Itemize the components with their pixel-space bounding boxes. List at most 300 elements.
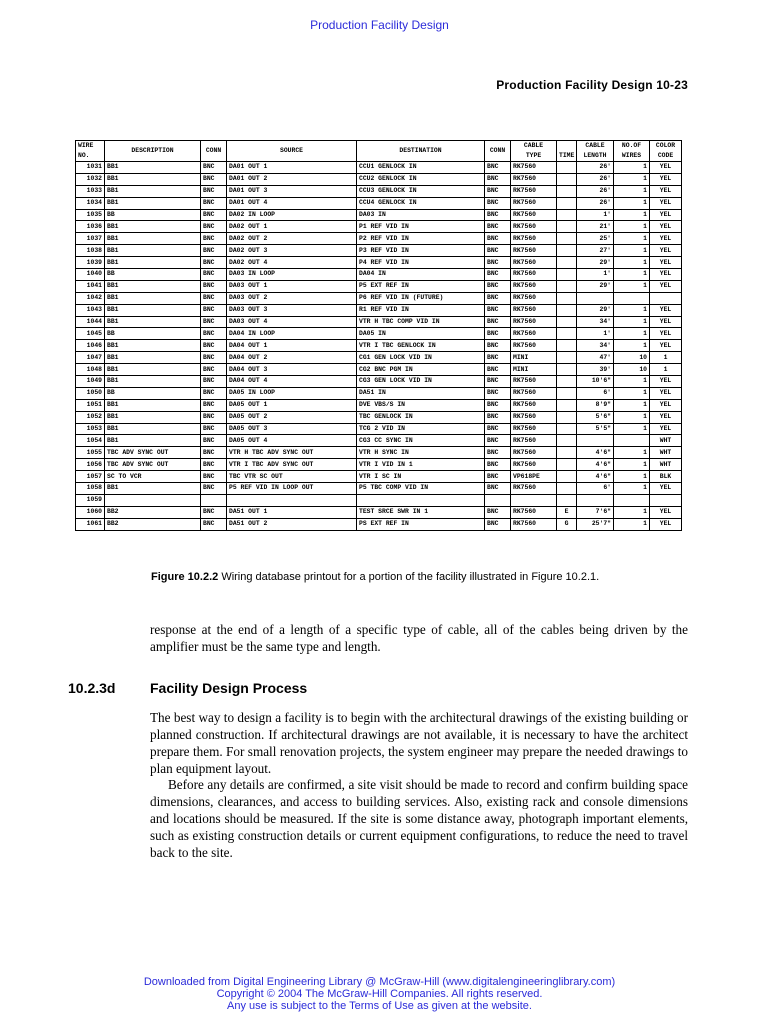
table-row bbox=[76, 257, 682, 269]
cell-source: DA02 OUT 2 bbox=[227, 233, 357, 245]
cell-description: BB1 bbox=[105, 257, 201, 269]
header-time: TIME bbox=[557, 141, 577, 162]
cell-conn2: BNC bbox=[485, 518, 511, 530]
cell-conn: BNC bbox=[201, 245, 227, 257]
table-row bbox=[76, 233, 682, 245]
cell-time bbox=[557, 364, 577, 376]
cell-cable-length: 26' bbox=[577, 173, 614, 185]
figure-label: Figure 10.2.2 bbox=[151, 571, 219, 583]
cell-conn: BNC bbox=[201, 506, 227, 518]
cell-color-code: YEL bbox=[650, 233, 682, 245]
cell-no-of-wires: 1 bbox=[614, 257, 650, 269]
footer-terms-link[interactable]: Any use is subject to the Terms of Use as given at the website. bbox=[227, 1000, 532, 1012]
cell-wire-no: 1056 bbox=[76, 459, 105, 471]
cell-color-code: YEL bbox=[650, 376, 682, 388]
cell-cable-length bbox=[577, 494, 614, 506]
table-row bbox=[76, 506, 682, 518]
cell-color-code bbox=[650, 292, 682, 304]
cell-color-code: YEL bbox=[650, 387, 682, 399]
header-source: SOURCE bbox=[227, 141, 357, 162]
table-row bbox=[76, 518, 682, 530]
cell-time bbox=[557, 304, 577, 316]
cell-conn2: BNC bbox=[485, 340, 511, 352]
cell-no-of-wires: 1 bbox=[614, 233, 650, 245]
table-row bbox=[76, 292, 682, 304]
running-head: Production Facility Design 10-23 bbox=[496, 78, 688, 92]
cell-color-code: YEL bbox=[650, 483, 682, 495]
cell-wire-no: 1045 bbox=[76, 328, 105, 340]
cell-color-code: YEL bbox=[650, 173, 682, 185]
cell-destination: VTR I SC IN bbox=[357, 471, 485, 483]
table-row bbox=[76, 245, 682, 257]
cell-time bbox=[557, 471, 577, 483]
cell-conn2: BNC bbox=[485, 304, 511, 316]
cell-conn2: BNC bbox=[485, 459, 511, 471]
cell-description: BB1 bbox=[105, 197, 201, 209]
cell-wire-no: 1043 bbox=[76, 304, 105, 316]
cell-no-of-wires: 1 bbox=[614, 162, 650, 174]
cell-cable-type: RK7560 bbox=[511, 316, 557, 328]
table-row bbox=[76, 494, 682, 506]
cell-destination: CCU1 GENLOCK IN bbox=[357, 162, 485, 174]
cell-cable-length: 29' bbox=[577, 304, 614, 316]
cell-conn: BNC bbox=[201, 209, 227, 221]
table-row bbox=[76, 221, 682, 233]
cell-conn: BNC bbox=[201, 411, 227, 423]
cell-wire-no: 1053 bbox=[76, 423, 105, 435]
cell-source: DA51 OUT 2 bbox=[227, 518, 357, 530]
cell-cable-type: RK7560 bbox=[511, 221, 557, 233]
cell-conn2: BNC bbox=[485, 197, 511, 209]
cell-destination: DA05 IN bbox=[357, 328, 485, 340]
cell-source: DA03 IN LOOP bbox=[227, 269, 357, 281]
cell-cable-type bbox=[511, 494, 557, 506]
cell-destination: P4 REF VID IN bbox=[357, 257, 485, 269]
cell-destination: CG3 CC SYNC IN bbox=[357, 435, 485, 447]
table-row bbox=[76, 352, 682, 364]
cell-conn: BNC bbox=[201, 352, 227, 364]
cell-conn: BNC bbox=[201, 459, 227, 471]
cell-cable-length: 34' bbox=[577, 340, 614, 352]
footer-download-link[interactable]: Downloaded from Digital Engineering Library @ McGraw-Hill (www.digitalengineeringlibrary.com) bbox=[143, 976, 616, 988]
section-number: 10.2.3d bbox=[68, 680, 116, 696]
table-row bbox=[76, 411, 682, 423]
cell-conn: BNC bbox=[201, 280, 227, 292]
cell-source: DA04 OUT 2 bbox=[227, 352, 357, 364]
cell-description: TBC ADV SYNC OUT bbox=[105, 447, 201, 459]
cell-destination: DA04 IN bbox=[357, 269, 485, 281]
cell-time bbox=[557, 352, 577, 364]
cell-conn2: BNC bbox=[485, 506, 511, 518]
cell-description: TBC ADV SYNC OUT bbox=[105, 459, 201, 471]
cell-destination: DA51 IN bbox=[357, 387, 485, 399]
cell-source: DA01 OUT 1 bbox=[227, 162, 357, 174]
cell-cable-type: RK7560 bbox=[511, 197, 557, 209]
cell-cable-type: RK7560 bbox=[511, 411, 557, 423]
cell-source: DA05 OUT 1 bbox=[227, 399, 357, 411]
cell-description: BB1 bbox=[105, 352, 201, 364]
cell-wire-no: 1049 bbox=[76, 376, 105, 388]
cell-color-code: YEL bbox=[650, 280, 682, 292]
cell-destination: P5 EXT REF IN bbox=[357, 280, 485, 292]
cell-conn: BNC bbox=[201, 185, 227, 197]
cell-cable-length: 4'6" bbox=[577, 471, 614, 483]
cell-wire-no: 1060 bbox=[76, 506, 105, 518]
cell-destination: R1 REF VID IN bbox=[357, 304, 485, 316]
cell-wire-no: 1041 bbox=[76, 280, 105, 292]
cell-conn2: BNC bbox=[485, 471, 511, 483]
cell-cable-type: MINI bbox=[511, 352, 557, 364]
cell-cable-length: 25' bbox=[577, 233, 614, 245]
cell-cable-length: 6' bbox=[577, 387, 614, 399]
cell-cable-type: RK7560 bbox=[511, 506, 557, 518]
cell-description: SC TO VCR bbox=[105, 471, 201, 483]
cell-source: P5 REF VID IN LOOP OUT bbox=[227, 483, 357, 495]
cell-source: DA51 OUT 1 bbox=[227, 506, 357, 518]
cell-source: DA02 IN LOOP bbox=[227, 209, 357, 221]
footer-copyright: Copyright © 2004 The McGraw-Hill Companies. All rights reserved. bbox=[216, 988, 543, 1000]
cell-wire-no: 1035 bbox=[76, 209, 105, 221]
cell-wire-no: 1061 bbox=[76, 518, 105, 530]
cell-description: BB1 bbox=[105, 435, 201, 447]
cell-color-code: BLK bbox=[650, 471, 682, 483]
cell-color-code: YEL bbox=[650, 221, 682, 233]
cell-destination: P6 REF VID IN (FUTURE) bbox=[357, 292, 485, 304]
cell-color-code: YEL bbox=[650, 328, 682, 340]
cell-source: VTR H TBC ADV SYNC OUT bbox=[227, 447, 357, 459]
cell-conn2: BNC bbox=[485, 316, 511, 328]
table-row bbox=[76, 471, 682, 483]
cell-cable-length: 10'6" bbox=[577, 376, 614, 388]
cell-no-of-wires: 1 bbox=[614, 399, 650, 411]
cell-wire-no: 1048 bbox=[76, 364, 105, 376]
cell-no-of-wires: 1 bbox=[614, 304, 650, 316]
cell-wire-no: 1044 bbox=[76, 316, 105, 328]
cell-conn2: BNC bbox=[485, 257, 511, 269]
cell-description: BB1 bbox=[105, 280, 201, 292]
header-conn: CONN bbox=[201, 141, 227, 162]
cell-no-of-wires: 1 bbox=[614, 269, 650, 281]
header-color-code: COLOR CODE bbox=[650, 141, 682, 162]
cell-source: DA01 OUT 2 bbox=[227, 173, 357, 185]
cell-wire-no: 1047 bbox=[76, 352, 105, 364]
cell-description: BB1 bbox=[105, 411, 201, 423]
cell-conn: BNC bbox=[201, 328, 227, 340]
cell-cable-type: RK7560 bbox=[511, 209, 557, 221]
cell-source: DA05 IN LOOP bbox=[227, 387, 357, 399]
table-row bbox=[76, 364, 682, 376]
cell-description: BB2 bbox=[105, 506, 201, 518]
cell-cable-length bbox=[577, 435, 614, 447]
cell-time bbox=[557, 280, 577, 292]
cell-source: DA05 OUT 3 bbox=[227, 423, 357, 435]
table-row bbox=[76, 197, 682, 209]
cell-destination: P1 REF VID IN bbox=[357, 221, 485, 233]
cell-time bbox=[557, 292, 577, 304]
cell-wire-no: 1039 bbox=[76, 257, 105, 269]
section-heading bbox=[68, 680, 307, 696]
cell-color-code: YEL bbox=[650, 316, 682, 328]
cell-conn2: BNC bbox=[485, 269, 511, 281]
paragraph-design-approach: The best way to design a facility is to begin with the architectural drawings of the existing building or planned construction. If architectural drawings are not available, it is necessary to have the architect prepare them. For small renovation projects, the system engineer may prepare the needed drawings to plan equipment layout. bbox=[150, 710, 688, 776]
cell-time bbox=[557, 376, 577, 388]
cell-time: E bbox=[557, 506, 577, 518]
cell-conn2: BNC bbox=[485, 162, 511, 174]
cell-description: BB1 bbox=[105, 162, 201, 174]
cell-time bbox=[557, 411, 577, 423]
cell-source: DA01 OUT 3 bbox=[227, 185, 357, 197]
cell-cable-type: RK7560 bbox=[511, 292, 557, 304]
cell-color-code: YEL bbox=[650, 197, 682, 209]
cell-conn2: BNC bbox=[485, 292, 511, 304]
cell-description: BB2 bbox=[105, 518, 201, 530]
header-description: DESCRIPTION bbox=[105, 141, 201, 162]
cell-no-of-wires: 1 bbox=[614, 185, 650, 197]
cell-source: DA03 OUT 4 bbox=[227, 316, 357, 328]
cell-source: DA04 OUT 4 bbox=[227, 376, 357, 388]
cell-no-of-wires: 1 bbox=[614, 280, 650, 292]
cell-cable-length bbox=[577, 292, 614, 304]
table-row bbox=[76, 387, 682, 399]
cell-conn bbox=[201, 494, 227, 506]
header-cable-length: CABLE LENGTH bbox=[577, 141, 614, 162]
cell-cable-type: RK7560 bbox=[511, 483, 557, 495]
cell-color-code: WHT bbox=[650, 459, 682, 471]
cell-conn: BNC bbox=[201, 447, 227, 459]
cell-conn2: BNC bbox=[485, 352, 511, 364]
cell-source: TBC VTR SC OUT bbox=[227, 471, 357, 483]
cell-time bbox=[557, 162, 577, 174]
cell-conn: BNC bbox=[201, 483, 227, 495]
cell-wire-no: 1055 bbox=[76, 447, 105, 459]
cell-time bbox=[557, 316, 577, 328]
cell-source: DA02 OUT 1 bbox=[227, 221, 357, 233]
cell-time bbox=[557, 173, 577, 185]
cell-conn: BNC bbox=[201, 197, 227, 209]
table-row bbox=[76, 304, 682, 316]
cell-no-of-wires: 1 bbox=[614, 197, 650, 209]
cell-time bbox=[557, 387, 577, 399]
cell-conn: BNC bbox=[201, 233, 227, 245]
table-row bbox=[76, 162, 682, 174]
cell-wire-no: 1051 bbox=[76, 399, 105, 411]
cell-wire-no: 1057 bbox=[76, 471, 105, 483]
cell-destination: P2 REF VID IN bbox=[357, 233, 485, 245]
cell-destination: TCG 2 VID IN bbox=[357, 423, 485, 435]
cell-description: BB1 bbox=[105, 316, 201, 328]
cell-wire-no: 1038 bbox=[76, 245, 105, 257]
cell-color-code: WHT bbox=[650, 447, 682, 459]
cell-cable-type: RK7560 bbox=[511, 245, 557, 257]
cell-destination: DVE VBS/S IN bbox=[357, 399, 485, 411]
cell-conn: BNC bbox=[201, 518, 227, 530]
cell-description: BB1 bbox=[105, 233, 201, 245]
cell-time bbox=[557, 221, 577, 233]
cell-cable-length: 5'6" bbox=[577, 411, 614, 423]
cell-description: BB bbox=[105, 269, 201, 281]
cell-cable-type: RK7560 bbox=[511, 328, 557, 340]
cell-no-of-wires: 10 bbox=[614, 352, 650, 364]
cell-wire-no: 1042 bbox=[76, 292, 105, 304]
cell-cable-length: 26' bbox=[577, 185, 614, 197]
cell-destination: VTR H SYNC IN bbox=[357, 447, 485, 459]
cell-cable-type: RK7560 bbox=[511, 173, 557, 185]
cell-cable-length: 26' bbox=[577, 197, 614, 209]
cell-time bbox=[557, 245, 577, 257]
cell-conn2: BNC bbox=[485, 173, 511, 185]
cell-cable-type: RK7560 bbox=[511, 162, 557, 174]
cell-cable-type: RK7560 bbox=[511, 459, 557, 471]
cell-no-of-wires: 1 bbox=[614, 328, 650, 340]
cell-time bbox=[557, 447, 577, 459]
cell-no-of-wires: 1 bbox=[614, 423, 650, 435]
cell-no-of-wires: 1 bbox=[614, 387, 650, 399]
cell-cable-length: 7'6" bbox=[577, 506, 614, 518]
cell-time bbox=[557, 328, 577, 340]
table-row bbox=[76, 316, 682, 328]
cell-no-of-wires: 1 bbox=[614, 340, 650, 352]
cell-conn: BNC bbox=[201, 376, 227, 388]
paragraph-continued: response at the end of a length of a specific type of cable, all of the cables being driven by the amplifier must be the same type and length. bbox=[150, 622, 688, 654]
table-row bbox=[76, 185, 682, 197]
cell-time bbox=[557, 494, 577, 506]
cell-cable-length: 39' bbox=[577, 364, 614, 376]
cell-cable-length: 1' bbox=[577, 269, 614, 281]
cell-no-of-wires: 10 bbox=[614, 364, 650, 376]
table-row bbox=[76, 447, 682, 459]
cell-description: BB1 bbox=[105, 364, 201, 376]
cell-cable-length: 1' bbox=[577, 328, 614, 340]
cell-destination: DA03 IN bbox=[357, 209, 485, 221]
cell-no-of-wires: 1 bbox=[614, 411, 650, 423]
cell-conn2: BNC bbox=[485, 435, 511, 447]
cell-cable-type: RK7560 bbox=[511, 447, 557, 459]
cell-no-of-wires: 1 bbox=[614, 471, 650, 483]
cell-destination: P3 REF VID IN bbox=[357, 245, 485, 257]
cell-source: DA04 IN LOOP bbox=[227, 328, 357, 340]
cell-cable-length: 26' bbox=[577, 162, 614, 174]
cell-cable-type: RK7560 bbox=[511, 376, 557, 388]
cell-conn: BNC bbox=[201, 423, 227, 435]
cell-wire-no: 1031 bbox=[76, 162, 105, 174]
cell-destination: VTR H TBC COMP VID IN bbox=[357, 316, 485, 328]
cell-conn2: BNC bbox=[485, 423, 511, 435]
cell-cable-type: VP618PE bbox=[511, 471, 557, 483]
cell-cable-type: RK7560 bbox=[511, 387, 557, 399]
cell-color-code: YEL bbox=[650, 340, 682, 352]
cell-description: BB1 bbox=[105, 292, 201, 304]
cell-conn2: BNC bbox=[485, 233, 511, 245]
cell-cable-type: MINI bbox=[511, 364, 557, 376]
cell-cable-type: RK7560 bbox=[511, 257, 557, 269]
cell-description: BB bbox=[105, 328, 201, 340]
cell-time bbox=[557, 340, 577, 352]
cell-destination: CCU2 GENLOCK IN bbox=[357, 173, 485, 185]
cell-wire-no: 1059 bbox=[76, 494, 105, 506]
cell-source: DA04 OUT 3 bbox=[227, 364, 357, 376]
cell-time bbox=[557, 399, 577, 411]
top-link[interactable]: Production Facility Design bbox=[310, 18, 449, 32]
cell-conn2: BNC bbox=[485, 280, 511, 292]
paragraph-site-visit: Before any details are confirmed, a site visit should be made to record and confirm building space dimensions, clearances, and access to building services. Also, existing rack and console dimensions and locations should be measured. If the site is some distance away, photograph important elements, such as existing construction details or current equipment configurations, to reduce the need to travel back to the site. bbox=[150, 777, 688, 860]
cell-color-code: YEL bbox=[650, 304, 682, 316]
table-row bbox=[76, 173, 682, 185]
cell-time bbox=[557, 209, 577, 221]
cell-conn2: BNC bbox=[485, 221, 511, 233]
cell-conn: BNC bbox=[201, 292, 227, 304]
cell-cable-type: RK7560 bbox=[511, 304, 557, 316]
cell-conn: BNC bbox=[201, 435, 227, 447]
cell-description: BB bbox=[105, 387, 201, 399]
cell-destination: CG1 GEN LOCK VID IN bbox=[357, 352, 485, 364]
cell-cable-length: 4'6" bbox=[577, 459, 614, 471]
cell-description: BB1 bbox=[105, 423, 201, 435]
cell-conn2: BNC bbox=[485, 364, 511, 376]
cell-description: BB1 bbox=[105, 399, 201, 411]
header-wire-no: WIRE NO. bbox=[76, 141, 105, 162]
cell-time bbox=[557, 269, 577, 281]
cell-description: BB1 bbox=[105, 340, 201, 352]
table-row bbox=[76, 423, 682, 435]
cell-color-code bbox=[650, 494, 682, 506]
cell-conn: BNC bbox=[201, 269, 227, 281]
cell-source: DA05 OUT 2 bbox=[227, 411, 357, 423]
cell-conn2: BNC bbox=[485, 209, 511, 221]
cell-conn2: BNC bbox=[485, 399, 511, 411]
wire-rows bbox=[76, 162, 682, 531]
cell-time: G bbox=[557, 518, 577, 530]
cell-source: DA03 OUT 3 bbox=[227, 304, 357, 316]
table-row bbox=[76, 269, 682, 281]
cell-cable-length: 47' bbox=[577, 352, 614, 364]
cell-cable-length: 25'7" bbox=[577, 518, 614, 530]
cell-cable-length: 5'5" bbox=[577, 423, 614, 435]
cell-description: BB1 bbox=[105, 221, 201, 233]
cell-conn: BNC bbox=[201, 221, 227, 233]
cell-conn: BNC bbox=[201, 471, 227, 483]
cell-destination: CCU3 GENLOCK IN bbox=[357, 185, 485, 197]
cell-time bbox=[557, 435, 577, 447]
cell-conn2: BNC bbox=[485, 483, 511, 495]
cell-time bbox=[557, 185, 577, 197]
cell-cable-length: 29' bbox=[577, 257, 614, 269]
table-row bbox=[76, 483, 682, 495]
cell-no-of-wires: 1 bbox=[614, 209, 650, 221]
cell-destination: TEST SRCE SWR IN 1 bbox=[357, 506, 485, 518]
cell-color-code: YEL bbox=[650, 423, 682, 435]
table-row bbox=[76, 435, 682, 447]
cell-source: DA05 OUT 4 bbox=[227, 435, 357, 447]
cell-conn2: BNC bbox=[485, 376, 511, 388]
cell-conn: BNC bbox=[201, 304, 227, 316]
cell-wire-no: 1052 bbox=[76, 411, 105, 423]
cell-source: DA03 OUT 2 bbox=[227, 292, 357, 304]
cell-description: BB bbox=[105, 209, 201, 221]
cell-conn2: BNC bbox=[485, 328, 511, 340]
cell-time bbox=[557, 483, 577, 495]
cell-color-code: 1 bbox=[650, 352, 682, 364]
header-no-of-wires: NO.OF WIRES bbox=[614, 141, 650, 162]
cell-source: DA01 OUT 4 bbox=[227, 197, 357, 209]
cell-no-of-wires bbox=[614, 494, 650, 506]
cell-cable-type: RK7560 bbox=[511, 185, 557, 197]
cell-wire-no: 1032 bbox=[76, 173, 105, 185]
cell-conn: BNC bbox=[201, 316, 227, 328]
cell-destination: TBC GENLOCK IN bbox=[357, 411, 485, 423]
cell-destination: CCU4 GENLOCK IN bbox=[357, 197, 485, 209]
footer bbox=[0, 976, 759, 1012]
cell-source: DA03 OUT 1 bbox=[227, 280, 357, 292]
